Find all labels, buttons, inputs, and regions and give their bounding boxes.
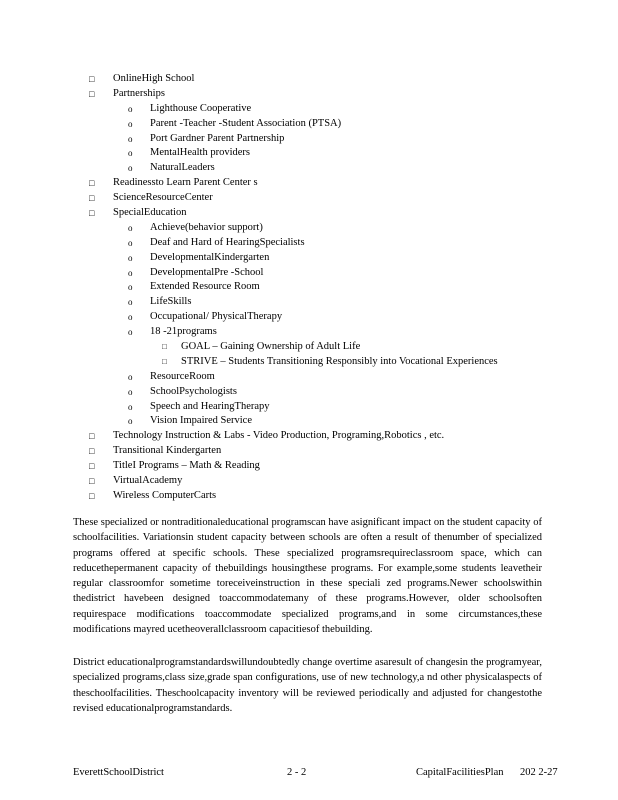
list-item xyxy=(0,161,618,176)
circle-bullet-icon: o xyxy=(128,371,133,382)
circle-bullet-icon: o xyxy=(128,133,133,144)
square-bullet-icon: □ xyxy=(162,342,167,352)
list-item xyxy=(0,102,618,117)
list-item-text: Transitional Kindergarten xyxy=(113,445,222,457)
list-item xyxy=(0,444,618,459)
paragraph-program-standards: District educationalprogramstandardswillundoubtedly change overtime asaresult of changesin the programyear, specialized programs,class size,grade span configurations, use of new technology,a nd other physicalaspects of theschoolfacilities. Theschoolcapacity inventory will be reviewed periodically and adjusted for changestothe revised educationalprogramstandards. xyxy=(73,657,542,714)
list-item xyxy=(0,132,618,147)
list-item-text: Vision Impaired Service xyxy=(150,415,253,427)
list-item-text: VirtualAcademy xyxy=(113,475,183,487)
list-item xyxy=(0,474,618,489)
list-item xyxy=(0,87,618,102)
square-bullet-icon: □ xyxy=(89,476,95,487)
list-item xyxy=(0,400,618,415)
footer-year: 202 2-27 xyxy=(520,767,558,778)
list-item-text: LifeSkills xyxy=(150,296,192,308)
list-item xyxy=(0,251,618,266)
square-bullet-icon: □ xyxy=(89,490,95,501)
square-bullet-icon: □ xyxy=(89,208,95,219)
list-item xyxy=(0,72,618,87)
list-item xyxy=(0,355,618,370)
list-item-text: Achieve(behavior support) xyxy=(150,221,263,233)
list-item-text: Readinessto Learn Parent Center s xyxy=(113,177,258,189)
program-list xyxy=(0,72,618,504)
list-item-text: TitleI Programs – Math & Reading xyxy=(113,460,260,472)
circle-bullet-icon: o xyxy=(128,416,133,427)
list-item-text: 18 -21programs xyxy=(150,326,217,338)
list-item xyxy=(0,310,618,325)
list-item xyxy=(0,280,618,295)
circle-bullet-icon: o xyxy=(128,118,133,129)
list-item-text: Port Gardner Parent Partnership xyxy=(150,132,285,144)
square-bullet-icon: □ xyxy=(89,88,95,99)
list-item xyxy=(0,325,618,340)
list-item-text: DevelopmentalPre -School xyxy=(150,266,264,278)
circle-bullet-icon: o xyxy=(128,252,133,263)
square-bullet-icon: □ xyxy=(89,193,95,204)
circle-bullet-icon: o xyxy=(128,267,133,278)
list-item-text: Parent -Teacher -Student Association (PTSA) xyxy=(150,117,342,129)
footer-district: EverettSchoolDistrict xyxy=(73,767,164,778)
circle-bullet-icon: o xyxy=(128,401,133,412)
list-item-text: DevelopmentalKindergarten xyxy=(150,251,270,263)
list-item-text: Speech and HearingTherapy xyxy=(150,400,270,412)
square-bullet-icon: □ xyxy=(89,178,95,189)
list-item xyxy=(0,117,618,132)
list-item-text: ScienceResourceCenter xyxy=(113,192,213,204)
list-item xyxy=(0,146,618,161)
circle-bullet-icon: o xyxy=(128,327,133,338)
paragraph-capacity-impact: These specialized or nontraditionaleducational programscan have asignificant impact on the student capacity of schoolfacilities. Variationsin student capacity between schools are often a result of thenumber of specialized programs offered at specific schools. These specialized programsrequireclassroom space, which can reducethepermanent capacity of thebuildings housingthese programs. For example,some students leavetheir regular classroomfor sometime toreceiveinstruction in these speciali zed programs.Newer schoolswithin thedistrict havebeen designed toaccommodatemany of these programs.However, older schoolsoften requirespace modifications toaccommodate specialized programs,and in some circumstances,these modifications mayred ucetheoverallclassroom capacitiesof thebuilding. xyxy=(73,517,542,636)
list-item-text: Lighthouse Cooperative xyxy=(150,102,252,114)
list-item-text: Occupational/ PhysicalTherapy xyxy=(150,311,283,323)
square-bullet-icon: □ xyxy=(89,74,95,84)
list-item-text: MentalHealth providers xyxy=(150,147,251,159)
list-item xyxy=(0,191,618,206)
list-item-text: Technology Instruction & Labs - Video Production, Programing,Robotics , etc. xyxy=(113,430,445,442)
circle-bullet-icon: o xyxy=(128,237,133,248)
square-bullet-icon: □ xyxy=(162,356,167,366)
circle-bullet-icon: o xyxy=(128,312,133,323)
list-item xyxy=(0,266,618,281)
footer-page-number: 2 - 2 xyxy=(287,767,307,778)
circle-bullet-icon: o xyxy=(128,386,133,397)
list-item xyxy=(0,489,618,504)
list-item xyxy=(0,221,618,236)
list-item-text: SpecialEducation xyxy=(113,207,187,219)
circle-bullet-icon: o xyxy=(128,148,133,159)
list-item xyxy=(0,459,618,474)
list-item-text: Wireless ComputerCarts xyxy=(113,489,217,501)
list-item-text: Extended Resource Room xyxy=(150,281,260,293)
footer-plan-title: CapitalFacilitiesPlan xyxy=(416,767,504,778)
list-item xyxy=(0,236,618,251)
list-item-text: OnlineHigh School xyxy=(113,73,195,84)
list-item-text: ResourceRoom xyxy=(150,370,215,382)
circle-bullet-icon: o xyxy=(128,103,133,114)
list-item-text: GOAL – Gaining Ownership of Adult Life xyxy=(181,341,361,353)
circle-bullet-icon: o xyxy=(128,163,133,174)
list-item xyxy=(0,370,618,385)
list-item-text: SchoolPsychologists xyxy=(150,385,237,397)
list-item xyxy=(0,206,618,221)
circle-bullet-icon: o xyxy=(128,297,133,308)
circle-bullet-icon: o xyxy=(128,282,133,293)
list-item xyxy=(0,176,618,191)
list-item xyxy=(0,340,618,355)
list-item-text: NaturalLeaders xyxy=(150,162,215,174)
list-item xyxy=(0,429,618,444)
list-item xyxy=(0,385,618,400)
list-item xyxy=(0,414,618,429)
square-bullet-icon: □ xyxy=(89,431,95,442)
list-item-text: Partnerships xyxy=(113,87,165,99)
square-bullet-icon: □ xyxy=(89,461,95,472)
square-bullet-icon: □ xyxy=(89,446,95,457)
circle-bullet-icon: o xyxy=(128,222,133,233)
list-item-text: Deaf and Hard of HearingSpecialists xyxy=(150,236,305,248)
list-item xyxy=(0,295,618,310)
list-item-text: STRIVE – Students Transitioning Responsibly into Vocational Experiences xyxy=(181,355,498,367)
